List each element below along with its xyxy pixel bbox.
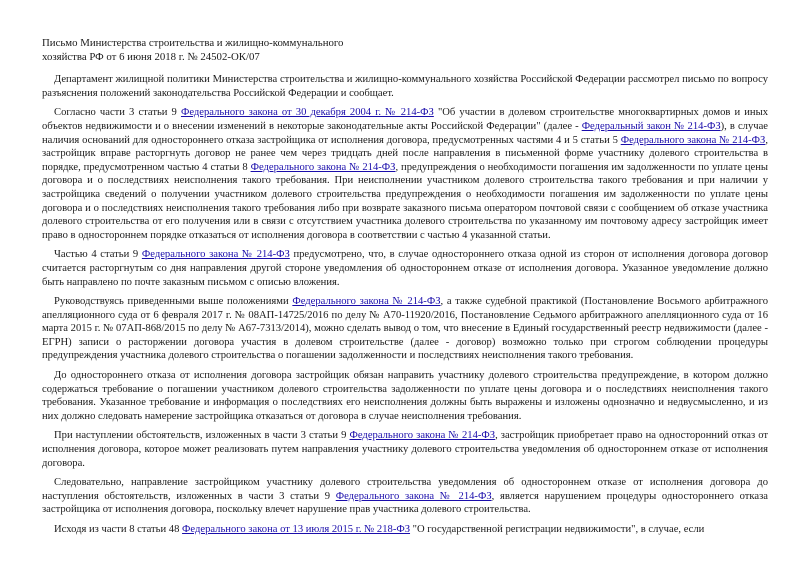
- document-page: [42, 37, 768, 543]
- paragraph-warning-requirement: До одностороннего отказа от исполнения договора застройщик обязан направить участнику долевого строительства предупреждение, в котором должно содержаться требование о погашении участником долевого строительства задолженности по уплате цены договора и о последствиях неисполнения такого требования. Указанное требование и информация о последствиях его неисполнения должны быть выражены и изложены однозначно и недвусмысленно, и из них должно следовать намерение застройщика отказаться от договора в случае неисполнения требования.: [42, 370, 768, 422]
- link-law-214[interactable]: Федерального закона № 214-ФЗ: [349, 430, 496, 442]
- text-span: Частью 4 статьи 9: [54, 249, 142, 261]
- text-span: , застройщик приобретает право на односторонний отказ от исполнения договора, которое может реализовать путем направления участнику долевого строительства уведомления об одностороннем отказе от исполнения договора.: [42, 430, 768, 469]
- link-law-214[interactable]: Федерального закона № 214-ФЗ: [250, 161, 396, 173]
- text-span: предусмотрено, что, в случае одностороннего отказа одной из сторон от исполнения договора договор считается расторгнутым со дня направления другой стороне уведомления об одностороннем отказе от исполнения договора. Указанное уведомление должно быть направлено по почте заказным письмом с описью вложения.: [42, 249, 769, 288]
- text-span: , предупреждения о необходимости погашения им задолженности по уплате цены договора и о последствиях неисполнения такого требования. При неисполнении участником долевого строительства такого требования и при наличии у застройщика сведений о получении участником долевого строительства предупреждения о необходимости погашения им задолженности по уплате цены договора и о последствиях неисполнения такого требования либо при возврате заказного письма оператором почтовой связи с сообщением об отказе участника долевого строительства от его получения или в связи с отсутствием участника долевого строительства по указанному им почтовому адресу застройщик имеет право в одностороннем порядке отказаться от исполнения договора в соответствии с частью 4 указанной статьи.: [42, 161, 769, 241]
- link-law-214[interactable]: Федерального закона № 214-ФЗ: [141, 249, 290, 261]
- link-law-218-dated[interactable]: Федерального закона от 13 июля 2015 г. № 218-ФЗ: [182, 524, 411, 535]
- paragraph-part4-art9: [42, 248, 768, 289]
- text-span: , а также судебной практикой (Постановление Восьмого арбитражного апелляционного суда от 6 февраля 2017 г. № 08АП-14725/2016 по делу № А70-11920/2016, Постановление Седьмого арбитражного апелляционного суда от 16 марта 2015 г. № 07АП-868/2015 по делу № А67-7313/2014), можно сделать вывод о том, что внесение в Единый государственный реестр недвижимости (далее - ЕГРН) записи о расторжении договора участия в долевом строительстве (далее - договор) возможно только при строгом соблюдении процедуры предупреждения участника долевого строительства о погашении задолженности и последствиях неисполнения такого требования.: [42, 296, 769, 362]
- paragraph-intro: Департамент жилищной политики Министерства строительства и жилищно-коммунального хозяйства Российской Федерации рассмотрел письмо по вопросу разъяснения положений законодательства Российской Федерации и сообщает.: [42, 74, 768, 99]
- link-law-214[interactable]: Федерального закона № 214-ФЗ: [620, 134, 766, 146]
- text-span: Следовательно, направление застройщиком участнику долевого строительства уведомления об одностороннем отказе от исполнения договора до наступления обстоятельств, изложенных в части 3 статьи 9: [42, 477, 768, 502]
- link-law-214[interactable]: Федерального закона № 214-ФЗ: [335, 490, 492, 502]
- title-line-2: хозяйства РФ от 6 июня 2018 г. № 24502-ОК/07: [42, 50, 260, 63]
- text-span: "Об участии в долевом строительстве многоквартирных домов и иных объектов недвижимости и о внесении изменений в некоторые законодательные акты Российской Федерации" (далее -: [42, 107, 768, 132]
- text-span: Руководствуясь приведенными выше положениями: [54, 296, 293, 308]
- text-span: При наступлении обстоятельств, изложенных в части 3 статьи 9: [54, 430, 350, 442]
- text-span: , является нарушением процедуры одностороннего отказа застройщика от исполнения договора, поскольку влечет нарушение прав участника долевого строительства.: [42, 490, 768, 516]
- paragraph-consequently: [42, 476, 768, 517]
- text-span: Согласно части 3 статьи 9: [54, 107, 181, 119]
- paragraph-part8-art48: [42, 523, 768, 537]
- link-law-214-short[interactable]: Федеральный закон № 214-ФЗ: [581, 120, 721, 132]
- text-span: "О государственной регистрации недвижимости", в случае, если: [410, 524, 705, 535]
- text-span: ), в случае наличия оснований для одностороннего отказа застройщика от исполнения договора, предусмотренных частями 4 и 5 статьи 5: [42, 120, 768, 146]
- link-law-214[interactable]: Федерального закона № 214-ФЗ: [292, 296, 441, 308]
- document-title: [42, 37, 768, 64]
- text-span: , застройщик вправе расторгнуть договор не ранее чем через тридцать дней после направления в письменной форме участнику долевого строительства в порядке, предусмотренном частью 4 статьи 8: [42, 134, 769, 173]
- title-line-1: Письмо Министерства строительства и жилищно-коммунального: [42, 37, 344, 49]
- text-span: Исходя из части 8 статьи 48: [54, 524, 183, 535]
- paragraph-court-practice: [42, 295, 768, 363]
- paragraph-part3-art9: [42, 106, 768, 242]
- paragraph-circumstances: [42, 429, 768, 470]
- link-law-214-dated[interactable]: Федерального закона от 30 декабря 2004 г. № 214-ФЗ: [180, 107, 434, 119]
